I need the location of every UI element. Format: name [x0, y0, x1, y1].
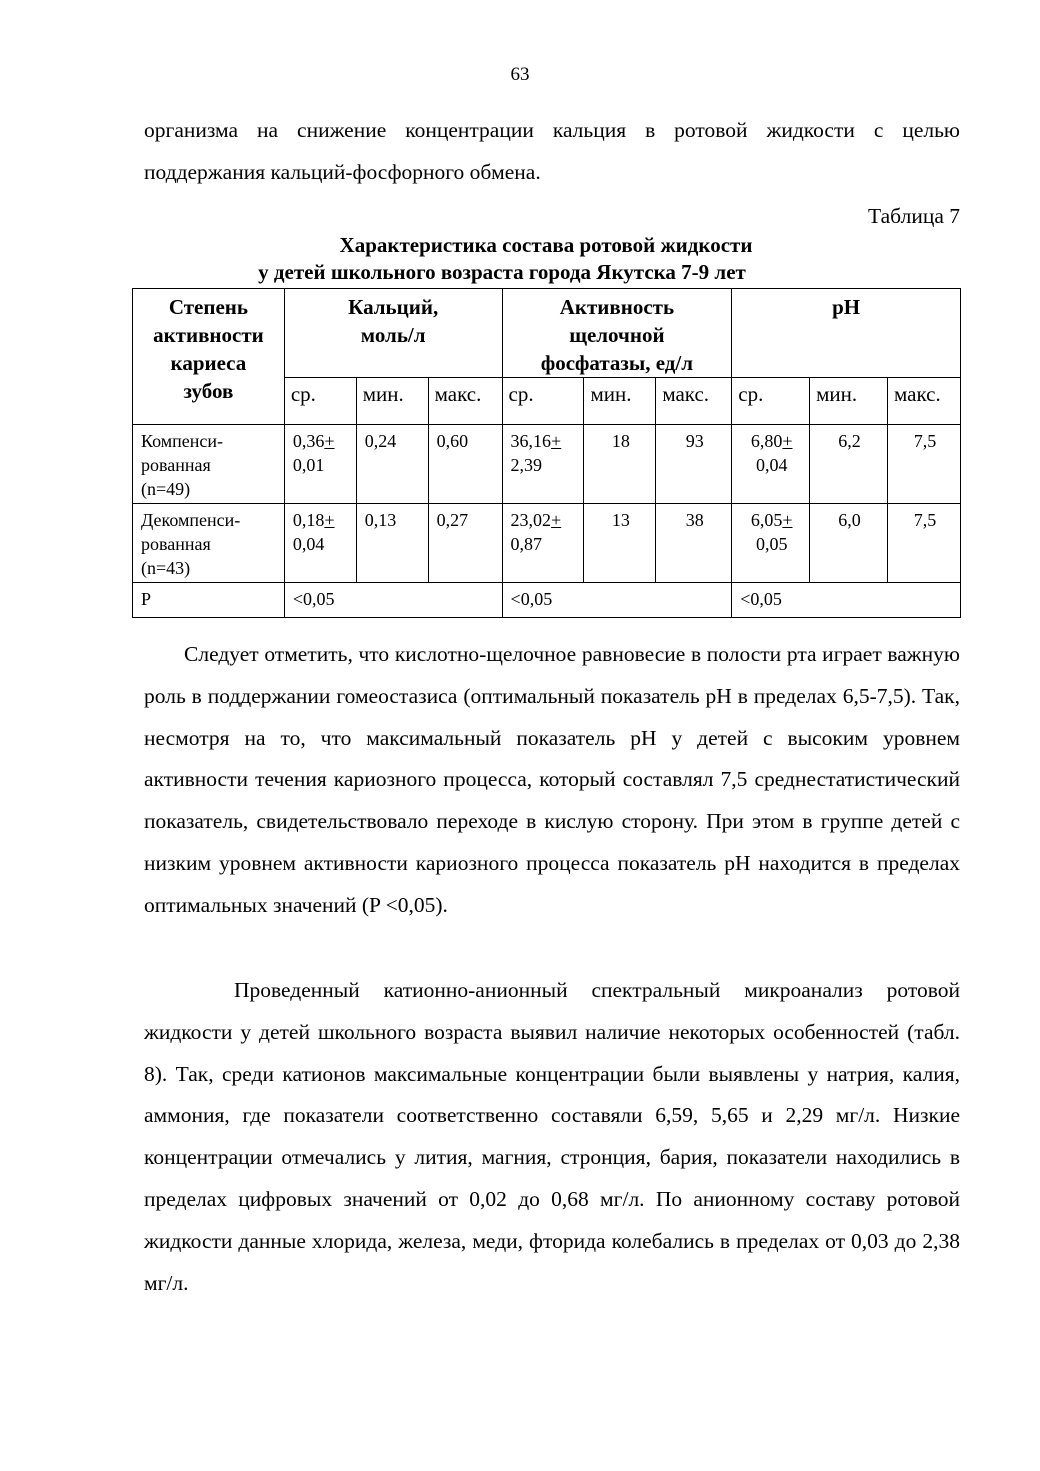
- calcium-mean-cell: [284, 504, 356, 583]
- p-calcium: <0,05: [284, 583, 502, 618]
- phosphatase-mean: 36,16: [510, 431, 552, 451]
- header-calcium-line-2: моль/л: [360, 323, 426, 347]
- phosphatase-max-cell: 38: [656, 504, 732, 583]
- header-caries-line-4: зубов: [183, 379, 234, 403]
- row-label-line-1: Декомпенси-: [141, 510, 241, 530]
- ph-mean: 6,80: [750, 431, 783, 451]
- page-number: 63: [510, 64, 530, 85]
- phosphatase-min-cell: 18: [584, 425, 656, 504]
- header-caries-line-1: Степень: [168, 295, 248, 319]
- phosphatase-max-cell: 93: [656, 425, 732, 504]
- phosphatase-min-cell: 13: [584, 504, 656, 583]
- header-phosphatase-line-2: щелочной: [569, 323, 665, 347]
- p-label: P: [133, 583, 285, 618]
- ph-min-cell: 6,2: [810, 425, 888, 504]
- table-row: [133, 504, 961, 583]
- subheader-cell: макс.: [656, 378, 732, 425]
- plus-minus-sign: +: [324, 510, 335, 530]
- header-phosphatase: [502, 289, 732, 378]
- plus-minus-sign: +: [551, 431, 562, 451]
- row-label-line-1: Компенси-: [141, 431, 224, 451]
- phosphatase-error: 2,39: [510, 455, 543, 475]
- phosphatase-mean-cell: [502, 504, 584, 583]
- subheader-cell: макс.: [428, 378, 502, 425]
- calcium-min-cell: 0,24: [356, 425, 428, 504]
- header-caries-activity: [133, 289, 285, 425]
- subheader-cell: мин.: [356, 378, 428, 425]
- row-label-line-3: (n=43): [141, 558, 191, 578]
- row-label-line-2: рованная: [141, 534, 211, 554]
- calcium-min-cell: 0,13: [356, 504, 428, 583]
- calcium-max-cell: 0,27: [428, 504, 502, 583]
- p-phosphatase: <0,05: [502, 583, 732, 618]
- calcium-error: 0,04: [292, 534, 325, 554]
- row-label: [133, 504, 285, 583]
- data-table: [132, 288, 961, 618]
- table-title-line-2: у детей школьного возраста города Якутска 7-9 лет: [258, 260, 746, 284]
- calcium-mean-cell: [284, 425, 356, 504]
- ph-min-cell: 6,0: [810, 504, 888, 583]
- plus-minus-sign: +: [782, 510, 793, 530]
- plus-minus-sign: +: [782, 431, 793, 451]
- header-caries-line-2: активности: [153, 323, 264, 347]
- paragraph-microanalysis: Проведенный катионно-анионный спектральный микроанализ ротовой жидкости у детей школьного возраста выявил наличие некоторых особенностей (табл. 8). Так, среди катионов максимальные концентрации были выявлены у натрия, калия, аммония, где показатели соответственно составяли 6,59, 5,65 и 2,29 мг/л. Низкие концентрации отмечались у лития, магния, стронция, бария, показатели находились в пределах цифровых значений от 0,02 до 0,68 мг/л. По анионному составу ротовой жидкости данные хлорида, железа, меди, фторида колебались в пределах от 0,03 до 2,38 мг/л.: [144, 978, 960, 1295]
- subheader-cell: ср.: [284, 378, 356, 425]
- calcium-mean: 0,18: [292, 510, 325, 530]
- subheader-cell: ср.: [732, 378, 810, 425]
- ph-error: 0,05: [755, 534, 788, 554]
- table-title-line-1: Характеристика состава ротовой жидкости: [339, 233, 753, 257]
- calcium-mean: 0,36: [292, 431, 325, 451]
- ph-mean: 6,05: [750, 510, 783, 530]
- table-label: Таблица 7: [868, 204, 960, 228]
- calcium-max-cell: 0,60: [428, 425, 502, 504]
- ph-mean-cell: [732, 504, 810, 583]
- header-ph: pH: [732, 289, 961, 378]
- ph-mean-cell: [732, 425, 810, 504]
- plus-minus-sign: +: [324, 431, 335, 451]
- phosphatase-mean-cell: [502, 425, 584, 504]
- header-calcium-line-1: Кальций,: [348, 295, 439, 319]
- table-title: [132, 232, 960, 286]
- ph-error: 0,04: [755, 455, 788, 475]
- table-header-row: [133, 289, 961, 378]
- row-label: [133, 425, 285, 504]
- subheader-cell: ср.: [502, 378, 584, 425]
- subheader-cell: мин.: [584, 378, 656, 425]
- header-calcium: [284, 289, 502, 378]
- subheader-cell: мин.: [810, 378, 888, 425]
- ph-max-cell: 7,5: [887, 425, 960, 504]
- row-label-line-2: рованная: [141, 455, 211, 475]
- table-row: [133, 425, 961, 504]
- row-label-line-3: (n=49): [141, 479, 191, 499]
- subheader-cell: макс.: [887, 378, 960, 425]
- p-ph: <0,05: [732, 583, 961, 618]
- ph-max-cell: 7,5: [887, 504, 960, 583]
- header-phosphatase-line-3: фосфатазы, ед/л: [540, 351, 694, 375]
- table-row-p-value: [133, 583, 961, 618]
- phosphatase-error: 0,87: [510, 534, 543, 554]
- paragraph-intro: организма на снижение концентрации кальция в ротовой жидкости с целью поддержания кальций-фосфорного обмена.: [144, 118, 960, 184]
- paragraph-ph-balance: Следует отметить, что кислотно-щелочное равновесие в полости рта играет важную роль в поддержании гомеостазиса (оптимальный показатель pH в пределах 6,5-7,5). Так, несмотря на то, что максимальный показатель pH у детей с высоким уровнем активности течения кариозного процесса, который составлял 7,5 среднестатистический показатель, свидетельствовало переходе в кислую сторону. При этом в группе детей с низким уровнем активности кариозного процесса показатель pH находится в пределах оптимальных значений (P <0,05).: [144, 642, 960, 917]
- header-phosphatase-line-1: Активность: [559, 295, 675, 319]
- plus-minus-sign: +: [551, 510, 562, 530]
- phosphatase-mean: 23,02: [510, 510, 552, 530]
- calcium-error: 0,01: [292, 455, 325, 475]
- header-caries-line-3: кариеса: [170, 351, 247, 375]
